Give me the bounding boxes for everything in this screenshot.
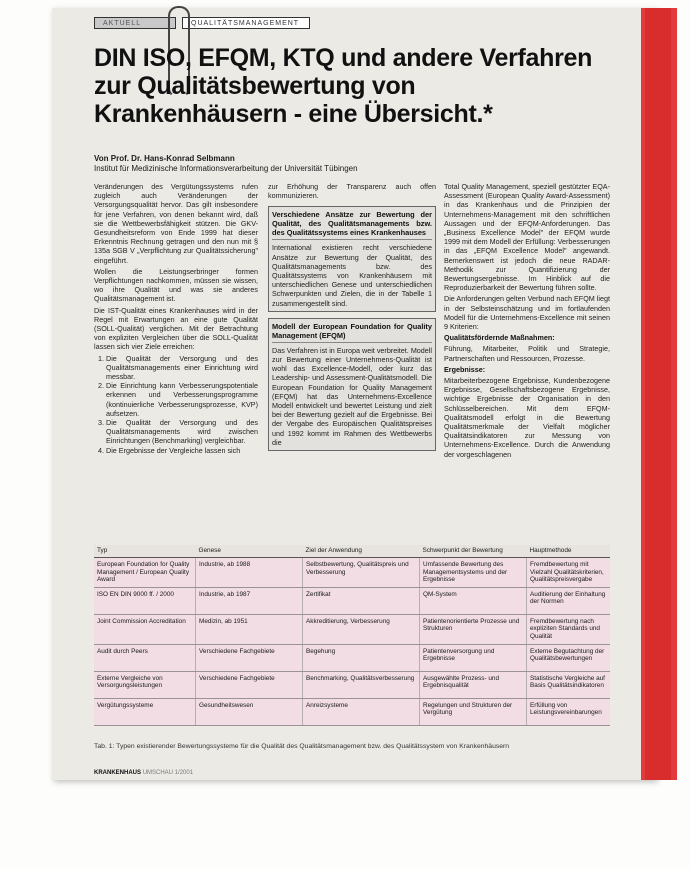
table-row	[94, 671, 610, 698]
table-cell: Patientenversorgung und Ergebnisse	[420, 644, 527, 671]
section-text: International existieren recht verschiedene Ansätze zur Bewertung der Qualität, des Qualitätsmanagements bzw. des Qualitätssystems von Krankenhäusern mit unterschiedlichen Genese und unterschiedlichen Schwerpunkten und Zielen, die in der Tabelle 1 zusammengestellt sind.	[272, 243, 432, 308]
comparison-table	[94, 545, 610, 726]
affiliation: Institut für Medizinische Informationsverarbeitung der Universität Tübingen	[94, 164, 358, 173]
table-cell: Externe Vergleiche von Versorgungsleistungen	[94, 671, 196, 698]
table-cell: Selbstbewertung, Qualitätspreis und Verbesserung	[303, 558, 420, 588]
table-cell: Regelungen und Strukturen der Vergütung	[420, 698, 527, 725]
byline	[94, 154, 614, 174]
table-cell: Industrie, ab 1987	[196, 587, 303, 614]
table-cell: Industrie, ab 1988	[196, 558, 303, 588]
subheading: Qualitätsfördernde Maßnahmen:	[444, 333, 555, 343]
table-cell: Akkreditierung, Verbesserung	[303, 614, 420, 644]
table-cell: Erfüllung von Leistungsvereinbarungen	[527, 698, 611, 725]
table-cell: QM-System	[420, 587, 527, 614]
section-tag-bar	[94, 17, 310, 29]
paragraph: Die Anforderungen gelten Verbund nach EFQM liegt in der Selbsteinschätzung und im fortlaufenden Modell für die Unternehmens-Excellence mit seinen 9 Kriterien:	[444, 294, 610, 332]
paragraph: Total Quality Management, speziell gestützter EQA-Assessment (European Quality Award-Assessment) in das Krankenhaus und die Prinzipien der Unternehmens-Management mit den schriftlichen Aussagen und der EFQM-Anforderungen. Das „Business Excellence Model" der EFQM wurde 1999 mit dem Modell der Erfüllung: Verbesserungen in das „EFQM Excellence Model" angewandt. Bemerkenswert ist jedoch die neue RADAR-Methodik zur Quantifizierung der Bewertungsergebnisse. Im Hinblick auf die Reproduzierbarkeit der Bewertung führen sollte.	[444, 182, 610, 293]
table-cell: Ausgewählte Prozess- und Ergebnisqualität	[420, 671, 527, 698]
section-heading: Modell der European Foundation for Quality Management (EFQM)	[272, 322, 432, 343]
table-cell: Umfassende Bewertung des Managementsystems und der Ergebnisse	[420, 558, 527, 588]
table-cell: ISO EN DIN 9000 ff. / 2000	[94, 587, 196, 614]
table-row	[94, 644, 610, 671]
paragraph: Die IST-Qualität eines Krankenhauses wird in der Regel mit Erwartungen an eine gute Qualität (SOLL-Qualität) verglichen. Mit der Betrachtung von expliziten Vergleichen über die SOLL-Qualität lassen sich vier Ziele erreichen:	[94, 305, 258, 352]
list-item: 3. Die Qualität der Versorgung und des Qualitätsmanagements wird zwischen Einrichtungen (Benchmarking) vergleichbar.	[106, 418, 258, 446]
table-row	[94, 558, 610, 588]
page-footer	[94, 770, 294, 776]
column-header: Typ	[94, 545, 196, 558]
goal-list	[94, 354, 258, 455]
table-cell: Patientenorientierte Prozesse und Strukturen	[420, 614, 527, 644]
list-item: 2. Die Einrichtung kann Verbesserungspotentiale erkennen und Verbesserungsprogramme (kontinuierliche Verbesserungsprozesse, KVP) aufsetzen.	[106, 381, 258, 418]
article-title: DIN ISO, EFQM, KTQ und andere Verfahren zur Qualitätsbewertung von Krankenhäusern - eine Übersicht.*	[94, 44, 593, 128]
table-header-row	[94, 545, 610, 558]
paragraph: Wollen die Leistungserbringer formen Verpflichtungen nachkommen, müssen sie wissen, wo ihre Qualität und was sie anderes Qualitätsmanagement ist.	[94, 266, 258, 304]
footer-brand: KRANKENHAUS	[94, 770, 142, 776]
table-cell: Zertifikat	[303, 587, 420, 614]
table-cell: Gesundheitswesen	[196, 698, 303, 725]
footer-issue: UMSCHAU 1/2001	[142, 770, 194, 776]
adjacent-page-edge-inner	[645, 8, 671, 780]
text-column-1	[94, 182, 258, 536]
column-header: Schwerpunkt der Bewertung	[420, 545, 527, 558]
table-cell: Externe Begutachtung der Qualitätsbewertungen	[527, 644, 611, 671]
table-cell: Fremdbewertung mit Vielzahl Qualitätskriterien, Qualitätspreisvergabe	[527, 558, 611, 588]
paragraph: Veränderungen des Vergütungssystems rufen zugleich auch Veränderungen der Versorgungsqualität hervor. Das gilt insbesondere für jene Verfahren, von denen bekannt wird, daß sie die Wettbewerbsfähigkeit stützen. Die GKV-Gesundheitsreform von Ende 1999 hat dieser Erkenntnis Rechnung getragen und den nun mit § 135a SGB V „Verpflichtung zur Qualitätssicherung" eingeführt.	[94, 182, 258, 265]
section-tag-left: AKTUELL	[94, 17, 176, 29]
table-cell: Fremdbewertung nach expliziten Standards und Qualität	[527, 614, 611, 644]
list-item: 4. Die Ergebnisse der Vergleiche lassen sich	[106, 446, 258, 455]
table-cell: Verschiedene Fachgebiete	[196, 671, 303, 698]
column-header: Ziel der Anwendung	[303, 545, 420, 558]
section-text: Das Verfahren ist in Europa weit verbreitet. Modell zur Bewertung einer Unternehmens-Qualität ist wohl das Excellence-Modell, oder kurz das Leadership- und Assessment-Qualitätsmodell. Die European Foundation for Quality Management (EFQM) hat das Unternehmens-Excellence Modell entwickelt und bewertet Leistung und zielt bei der Bewertung gezielt auf die Ergebnisse. Bei der Vergabe des Europäischen Qualitätspreises und 1992 kommt im Rahmen des Wettbewerbs die	[272, 345, 432, 447]
table-row	[94, 587, 610, 614]
section-box-approaches	[268, 206, 436, 311]
table-cell: Benchmarking, Qualitätsverbesserung	[303, 671, 420, 698]
table-cell: Begehung	[303, 644, 420, 671]
section-box-efqm	[268, 318, 436, 451]
table-cell: Anreizsysteme	[303, 698, 420, 725]
table-caption: Tab. 1: Typen existierender Bewertungssysteme für die Qualität des Qualitätsmanagement bzw. des Qualitätssystem von Krankenhäusern	[94, 743, 510, 750]
table-cell: Auditierung der Einhaltung der Normen	[527, 587, 611, 614]
column-header: Hauptmethode	[527, 545, 611, 558]
paragraph: Mitarbeiterbezogene Ergebnisse, Kundenbezogene Ergebnisse, Gesellschaftsbezogene Ergebnisse, wichtige Ergebnisse der Organisation in den Schlüsselbereichen. Mit dem EFQM-Qualitätsmodell erfolgt in die Bewertung Qualitätsmerkmale der Vielfalt möglicher Qualitätsindikatoren zur Messung von Unternehmens-Excellence. Durch die Anwendung der vorgeschlagenen	[444, 376, 610, 459]
text-column-2	[268, 182, 436, 536]
table-cell: Joint Commission Accreditation	[94, 614, 196, 644]
table-cell: Audit durch Peers	[94, 644, 196, 671]
table-cell: European Foundation for Quality Management / European Quality Award	[94, 558, 196, 588]
table-cell: Medizin, ab 1951	[196, 614, 303, 644]
subheading: Ergebnisse:	[444, 364, 486, 374]
table-cell: Vergütungssysteme	[94, 698, 196, 725]
list-item: 1. Die Qualität der Versorgung und des Qualitätsmanagements einer Einrichtung wird messbar.	[106, 354, 258, 382]
paragraph: zur Erhöhung der Transparenz auch offen kommunizieren.	[268, 182, 436, 201]
paragraph: Führung, Mitarbeiter, Politik und Strategie, Partnerschaften und Ressourcen, Prozesse.	[444, 344, 610, 363]
author: Von Prof. Dr. Hans-Konrad Selbmann	[94, 154, 235, 163]
text-column-3	[444, 182, 610, 536]
column-header: Genese	[196, 545, 303, 558]
table-row	[94, 614, 610, 644]
section-tag-right: QUALITÄTSMANAGEMENT	[182, 17, 310, 29]
section-heading: Verschiedene Ansätze zur Bewertung der Qualität, des Qualitätsmanagements bzw. des Qualitätssystems eines Krankenhauses	[272, 210, 432, 240]
table-cell: Verschiedene Fachgebiete	[196, 644, 303, 671]
table-cell: Statistische Vergleiche auf Basis Qualitätsindikatoren	[527, 671, 611, 698]
table-row	[94, 698, 610, 725]
